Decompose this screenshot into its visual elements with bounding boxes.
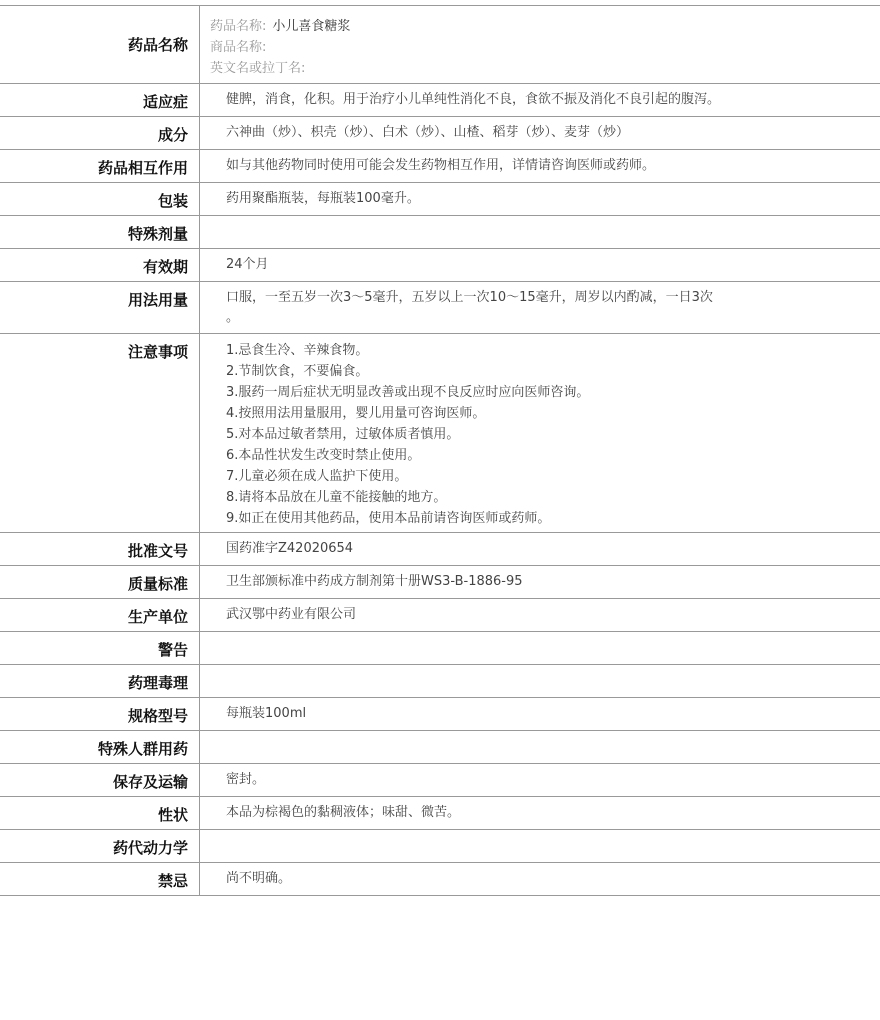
label-drug-name: 药品名称	[0, 6, 200, 83]
list-item: 2.节制饮食，不要偏食。	[226, 364, 369, 379]
english-name-line	[210, 58, 870, 79]
label-special-population: 特殊人群用药	[0, 731, 200, 763]
row-interactions	[0, 150, 880, 183]
english-name-key: 英文名或拉丁名:	[210, 61, 306, 76]
value-special-population	[200, 731, 880, 763]
value-pharmacokinetics	[200, 830, 880, 862]
usage-line-1: 口服，一至五岁一次3～5毫升，五岁以上一次10～15毫升，周岁以内酌减，一日3次	[226, 290, 713, 305]
row-quality-standard	[0, 566, 880, 599]
label-usage: 用法用量	[0, 282, 200, 333]
label-contraindications: 禁忌	[0, 863, 200, 895]
list-item: 9.如正在使用其他药品，使用本品前请咨询医师或药师。	[226, 511, 551, 526]
value-special-dosage	[200, 216, 880, 248]
label-precautions: 注意事项	[0, 334, 200, 532]
row-pharmacokinetics	[0, 830, 880, 863]
value-storage: 密封。	[226, 772, 266, 787]
value-specification: 每瓶装100ml	[226, 706, 307, 721]
label-indications: 适应症	[0, 84, 200, 116]
label-packaging: 包装	[0, 183, 200, 215]
list-item: 6.本品性状发生改变时禁止使用。	[226, 448, 421, 463]
row-manufacturer	[0, 599, 880, 632]
list-item: 3.服药一周后症状无明显改善或出现不良反应时应向医师咨询。	[226, 385, 590, 400]
row-drug-name	[0, 6, 880, 84]
list-item: 5.对本品过敏者禁用，过敏体质者慎用。	[226, 427, 460, 442]
label-ingredients: 成分	[0, 117, 200, 149]
row-contraindications	[0, 863, 880, 896]
generic-name-line	[210, 16, 870, 37]
value-ingredients: 六神曲（炒）、枳壳（炒）、白术（炒）、山楂、稻芽（炒）、麦芽（炒）	[226, 125, 630, 140]
row-warning	[0, 632, 880, 665]
usage-line-2: 。	[226, 310, 240, 325]
label-shelf-life: 有效期	[0, 249, 200, 281]
value-indications: 健脾，消食，化积。用于治疗小儿单纯性消化不良，食欲不振及消化不良引起的腹泻。	[226, 92, 721, 107]
value-drug-name	[200, 6, 880, 83]
value-warning	[200, 632, 880, 664]
label-quality-standard: 质量标准	[0, 566, 200, 598]
value-usage	[200, 282, 880, 333]
trade-name-key: 商品名称:	[210, 40, 267, 55]
row-storage	[0, 764, 880, 797]
row-precautions	[0, 334, 880, 533]
trade-name-line	[210, 37, 870, 58]
row-approval-number	[0, 533, 880, 566]
value-quality-standard: 卫生部颁标准中药成方制剂第十册WS3-B-1886-95	[226, 574, 523, 589]
value-toxicology	[200, 665, 880, 697]
row-special-population	[0, 731, 880, 764]
list-item: 8.请将本品放在儿童不能接触的地方。	[226, 490, 447, 505]
value-approval-number: 国药准字Z42020654	[226, 541, 354, 556]
precautions-list	[226, 340, 870, 529]
list-item: 1.忌食生冷、辛辣食物。	[226, 343, 369, 358]
label-properties: 性状	[0, 797, 200, 829]
value-manufacturer: 武汉鄂中药业有限公司	[226, 607, 357, 622]
label-approval-number: 批准文号	[0, 533, 200, 565]
value-packaging: 药用聚酯瓶装，每瓶装100毫升。	[226, 191, 420, 206]
label-storage: 保存及运输	[0, 764, 200, 796]
row-shelf-life	[0, 249, 880, 282]
row-toxicology	[0, 665, 880, 698]
label-interactions: 药品相互作用	[0, 150, 200, 182]
label-manufacturer: 生产单位	[0, 599, 200, 631]
label-specification: 规格型号	[0, 698, 200, 730]
list-item: 4.按照用法用量服用，婴儿用量可咨询医师。	[226, 406, 486, 421]
row-usage	[0, 282, 880, 334]
drug-info-table	[0, 5, 880, 896]
list-item: 7.儿童必须在成人监护下使用。	[226, 469, 408, 484]
row-special-dosage	[0, 216, 880, 249]
value-interactions: 如与其他药物同时使用可能会发生药物相互作用，详情请咨询医师或药师。	[226, 158, 656, 173]
value-shelf-life: 24个月	[226, 257, 269, 272]
row-indications	[0, 84, 880, 117]
label-pharmacokinetics: 药代动力学	[0, 830, 200, 862]
row-ingredients	[0, 117, 880, 150]
generic-name-key: 药品名称:	[210, 19, 267, 34]
row-packaging	[0, 183, 880, 216]
generic-name-value: 小儿喜食糖浆	[272, 19, 351, 34]
label-warning: 警告	[0, 632, 200, 664]
value-properties: 本品为棕褐色的黏稠液体；味甜、微苦。	[226, 805, 461, 820]
value-contraindications: 尚不明确。	[226, 871, 292, 886]
label-toxicology: 药理毒理	[0, 665, 200, 697]
value-precautions	[200, 334, 880, 532]
row-properties	[0, 797, 880, 830]
row-specification	[0, 698, 880, 731]
label-special-dosage: 特殊剂量	[0, 216, 200, 248]
